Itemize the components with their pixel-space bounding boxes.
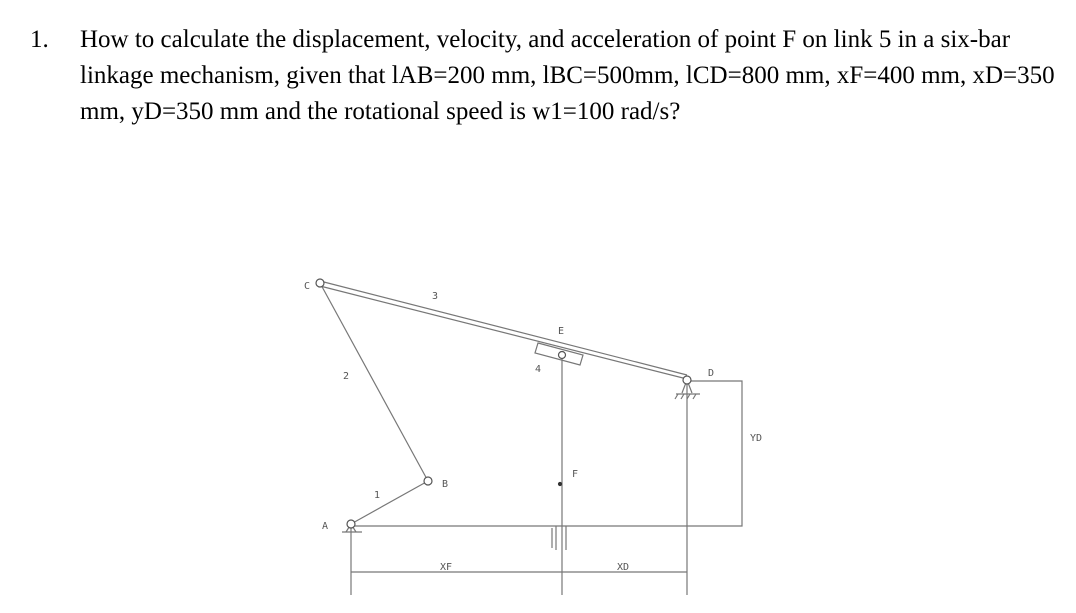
joint-d [683,376,691,384]
ground-d-hatch-2 [681,394,684,399]
link-2 [320,283,428,481]
label-a: A [322,521,329,532]
label-b: B [442,479,449,490]
point-f-dot [559,483,562,486]
link-1 [351,481,428,524]
joint-e [559,352,566,359]
link-3-upper [320,281,687,375]
label-xf: XF [440,562,453,573]
question-text: How to calculate the displacement, velocity, and acceleration of point F on link 5 in a six-bar linkage mechanism, given that lAB=200 mm, lBC=500mm, lCD=800 mm, xF=400 mm, xD=350 mm, yD=350 mm and the rotational speed is w1=100 rad/s? [80,26,1055,125]
label-link-3: 3 [432,291,439,302]
yd-dimension [351,381,742,526]
label-e: E [558,326,565,337]
label-d: D [708,368,715,379]
label-link-4: 4 [535,364,542,375]
joint-b [424,477,432,485]
question-number: 1. [30,26,49,53]
joint-c [316,279,324,287]
ground-d-hatch-4 [693,394,696,399]
ground-d-hatch-1 [675,394,678,399]
label-yd: YD [750,433,763,444]
label-xd: XD [617,562,630,573]
joint-a [347,520,355,528]
label-c: C [304,281,311,292]
label-link-1: 1 [374,490,381,501]
label-f: F [572,469,579,480]
link-3-lower [320,286,687,379]
label-link-2: 2 [343,371,350,382]
